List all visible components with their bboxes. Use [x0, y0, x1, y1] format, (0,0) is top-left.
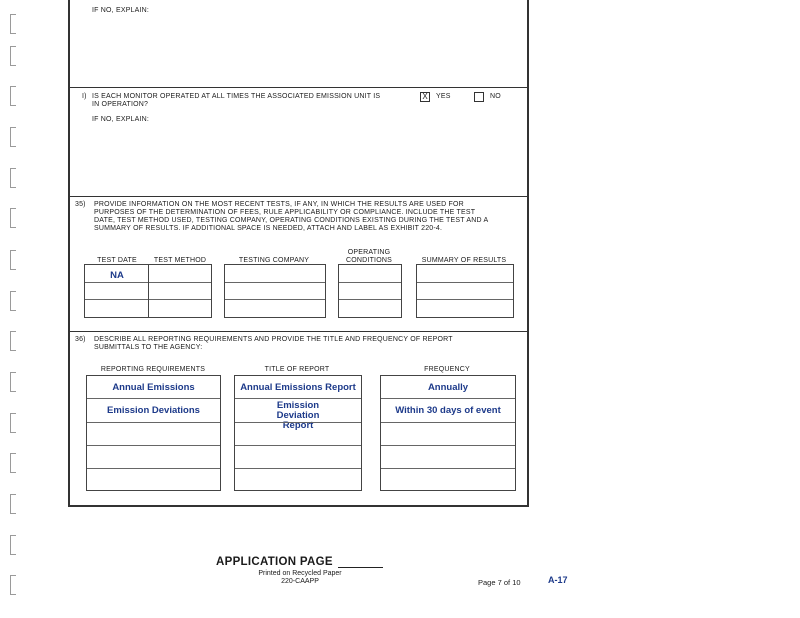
section-36-line1: DESCRIBE ALL REPORTING REQUIREMENTS AND PROVIDE THE TITLE AND FREQUENCY OF REPORT	[94, 336, 453, 343]
col-frequency: FREQUENCY	[424, 366, 470, 373]
explain-label: IF NO, EXPLAIN:	[92, 7, 150, 14]
cell-divider	[339, 299, 401, 300]
frequency-row-2: Within 30 days of event	[395, 405, 501, 416]
section-35-line4: SUMMARY OF RESULTS. IF ADDITIONAL SPACE IS NEEDED, ATTACH AND LABEL AS EXHIBIT 220-4.	[94, 225, 443, 232]
requirement-row-1: Annual Emissions	[112, 382, 195, 393]
binder-hole	[10, 291, 16, 311]
yes-checkbox[interactable]	[420, 92, 430, 102]
binder-hole	[10, 127, 16, 147]
section-35-number: 35)	[75, 201, 86, 208]
section-divider	[70, 87, 527, 88]
cell-divider	[235, 422, 361, 423]
yes-check-mark: X	[422, 92, 428, 101]
cell-divider	[85, 299, 149, 300]
recycled-paper-note: Printed on Recycled Paper	[258, 570, 342, 577]
document-code: A-17	[548, 575, 568, 585]
frequency-row-1: Annually	[427, 382, 469, 393]
testing-company-box[interactable]	[224, 264, 326, 318]
cell-divider	[87, 468, 220, 469]
cell-divider	[87, 398, 220, 399]
binder-hole	[10, 168, 16, 188]
cell-divider	[235, 445, 361, 446]
explain-label: IF NO, EXPLAIN:	[92, 116, 150, 123]
cell-divider	[417, 282, 513, 283]
binder-hole	[10, 453, 16, 473]
section-35-line1: PROVIDE INFORMATION ON THE MOST RECENT TESTS, IF ANY, IN WHICH THE RESULTS ARE USED FOR	[94, 201, 464, 208]
operating-conditions-box[interactable]	[338, 264, 402, 318]
col-operating-conditions: OPERATING CONDITIONS	[346, 249, 392, 264]
application-form	[68, 0, 529, 507]
yes-label: YES	[436, 93, 451, 100]
cell-divider	[381, 398, 515, 399]
col-test-date: TEST DATE	[97, 257, 137, 264]
cell-divider	[381, 422, 515, 423]
cell-divider	[417, 299, 513, 300]
section-i-question-line1: IS EACH MONITOR OPERATED AT ALL TIMES THE ASSOCIATED EMISSION UNIT IS	[92, 93, 381, 100]
cell-divider	[149, 299, 211, 300]
requirement-row-2: Emission Deviations	[107, 405, 200, 416]
reporting-requirements-box[interactable]	[86, 375, 221, 491]
cell-divider	[381, 468, 515, 469]
no-label: NO	[490, 93, 501, 100]
cell-divider	[381, 445, 515, 446]
cell-divider	[225, 282, 325, 283]
title-row-1: Annual Emissions Report	[240, 382, 356, 393]
title-row-2: Emission Deviation Report	[276, 400, 320, 431]
binder-hole	[10, 208, 16, 228]
col-reporting-requirements: REPORTING REQUIREMENTS	[100, 366, 206, 373]
form-code: 220-CAAPP	[281, 578, 319, 585]
frequency-box[interactable]	[380, 375, 516, 491]
binder-hole	[10, 372, 16, 392]
page-number-blank	[338, 567, 383, 568]
binder-hole	[10, 331, 16, 351]
binder-hole	[10, 494, 16, 514]
section-36-number: 36)	[75, 336, 86, 343]
col-test-method: TEST METHOD	[153, 257, 207, 264]
cell-divider	[339, 282, 401, 283]
title-of-report-box[interactable]	[234, 375, 362, 491]
summary-results-box[interactable]	[416, 264, 514, 318]
no-checkbox[interactable]	[474, 92, 484, 102]
cell-divider	[87, 422, 220, 423]
col-summary-results: SUMMARY OF RESULTS	[421, 257, 507, 264]
section-i-label: I)	[82, 93, 87, 100]
cell-divider	[85, 282, 149, 283]
section-divider	[70, 196, 527, 197]
cell-divider	[235, 398, 361, 399]
test-date-box[interactable]	[84, 264, 150, 318]
binder-hole	[10, 86, 16, 106]
col-title-of-report: TITLE OF REPORT	[264, 366, 330, 373]
section-35-line2: PURPOSES OF THE DETERMINATION OF FEES, RULE APPLICABILITY OR COMPLIANCE. INCLUDE THE TEST	[94, 209, 476, 216]
col-testing-company: TESTING COMPANY	[238, 257, 310, 264]
application-page-label: APPLICATION PAGE	[216, 556, 333, 568]
test-date-value: NA	[110, 270, 124, 281]
binder-hole	[10, 14, 16, 34]
binder-hole	[10, 413, 16, 433]
section-36-line2: SUBMITTALS TO THE AGENCY:	[94, 344, 203, 351]
cell-divider	[87, 445, 220, 446]
page-of-label: Page 7 of 10	[478, 578, 521, 587]
cell-divider	[149, 282, 211, 283]
test-method-box[interactable]	[148, 264, 212, 318]
section-35-line3: DATE, TEST METHOD USED, TESTING COMPANY, OPERATING CONDITIONS EXISTING DURING THE TEST AND A	[94, 217, 489, 224]
cell-divider	[225, 299, 325, 300]
binder-hole	[10, 250, 16, 270]
binder-hole	[10, 46, 16, 66]
section-divider	[70, 331, 527, 332]
binder-hole	[10, 535, 16, 555]
cell-divider	[235, 468, 361, 469]
section-i-question-line2: IN OPERATION?	[92, 101, 149, 108]
binder-hole	[10, 575, 16, 595]
